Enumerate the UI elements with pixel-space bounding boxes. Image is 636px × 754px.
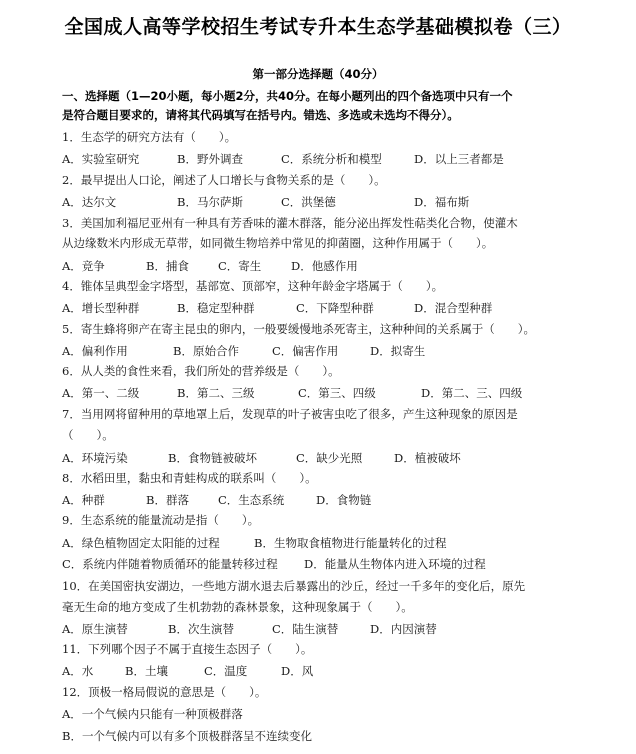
question-1-option-a: A．实验室研究 bbox=[62, 152, 140, 166]
question-3-option-a: A．竞争 bbox=[62, 259, 105, 273]
question-7-option-c: C．缺少光照 bbox=[296, 451, 363, 465]
question-2-option-c: C．洪堡德 bbox=[281, 195, 336, 209]
question-1-option-d: D．以上三者都是 bbox=[414, 152, 504, 166]
question-7-option-a: A．环境污染 bbox=[62, 451, 128, 465]
question-5-option-a: A．偏利作用 bbox=[62, 344, 128, 358]
question-10-option-d: D．内因演替 bbox=[370, 622, 437, 636]
question-12-option-b: B．一个气候内可以有多个顶极群落呈不连续变化 bbox=[62, 729, 312, 743]
question-10-stem-line-2: 毫无生命的地方变成了生机勃勃的森林景象，这种现象属于（ ）。 bbox=[62, 600, 413, 614]
question-11-option-c: C．温度 bbox=[204, 664, 248, 678]
question-12-option-a: A．一个气候内只能有一种顶极群落 bbox=[62, 707, 243, 721]
question-7-option-b: B．食物链被破坏 bbox=[168, 451, 257, 465]
question-8-option-c: C．生态系统 bbox=[218, 493, 285, 507]
question-10-option-c: C．陆生演替 bbox=[272, 622, 339, 636]
question-7-stem-line-2: （ ）。 bbox=[62, 428, 114, 442]
question-3-option-b: B．捕食 bbox=[146, 259, 189, 273]
question-9-option-a: A．绿色植物固定太阳能的过程 bbox=[62, 536, 220, 550]
question-5-stem: 5．寄生蜂将卵产在寄主昆虫的卵内，一般要缓慢地杀死寄主，这种种间的关系属于（ ）。 bbox=[62, 322, 536, 336]
question-1-stem: 1．生态学的研究方法有（ ）。 bbox=[62, 130, 237, 144]
question-11-option-a: A．水 bbox=[62, 664, 94, 678]
question-6-stem: 6．从人类的食性来看，我们所处的营养级是（ ）。 bbox=[62, 364, 340, 378]
instructions-line-2: 是符合题目要求的，请将其代码填写在括号内。错选、多选或未选均不得分）。 bbox=[62, 108, 459, 122]
question-1-option-c: C．系统分析和模型 bbox=[281, 152, 382, 166]
question-11-option-b: B．土壤 bbox=[125, 664, 168, 678]
instructions-line-1: 一、选择题（1—20小题，每小题2分，共40分。在每小题列出的四个备选项中只有一个 bbox=[62, 89, 513, 103]
question-3-option-c: C．寄生 bbox=[218, 259, 262, 273]
question-4-option-b: B．稳定型种群 bbox=[177, 301, 255, 315]
question-2-option-b: B．马尔萨斯 bbox=[177, 195, 243, 209]
question-6-option-d: D．第二、三、四级 bbox=[421, 386, 523, 400]
question-6-option-a: A．第一、二级 bbox=[62, 386, 140, 400]
question-6-option-c: C．第三、四级 bbox=[298, 386, 376, 400]
question-3-stem-line-2: 从边缘数米内形成无草带，如同微生物培养中常见的抑菌圈，这种作用属于（ ）。 bbox=[62, 236, 494, 250]
question-4-option-c: C．下降型种群 bbox=[296, 301, 374, 315]
question-8-stem: 8．水稻田里，黏虫和青蛙构成的联系叫（ ）。 bbox=[62, 471, 317, 485]
question-1-option-b: B．野外调查 bbox=[177, 152, 243, 166]
question-4-option-d: D．混合型种群 bbox=[414, 301, 493, 315]
question-3-stem-line-1: 3．美国加利福尼亚州有一种具有芳香味的灌木群落，能分泌出挥发性萜类化合物，使灌木 bbox=[62, 216, 518, 230]
question-9-stem: 9．生态系统的能量流动是指（ ）。 bbox=[62, 513, 260, 527]
exam-title: 全国成人高等学校招生考试专升本生态学基础模拟卷（三） bbox=[64, 16, 572, 38]
question-3-option-d: D．他感作用 bbox=[291, 259, 358, 273]
question-5-option-b: B．原始合作 bbox=[173, 344, 239, 358]
question-10-option-a: A．原生演替 bbox=[62, 622, 128, 636]
question-10-option-b: B．次生演替 bbox=[168, 622, 234, 636]
question-8-option-d: D．食物链 bbox=[316, 493, 372, 507]
question-12-stem: 12．顶极一格局假说的意思是（ ）。 bbox=[62, 685, 267, 699]
question-11-option-d: D．风 bbox=[281, 664, 314, 678]
question-8-option-b: B．群落 bbox=[146, 493, 189, 507]
question-9-option-c: C．系统内伴随着物质循环的能量转移过程 bbox=[62, 557, 278, 571]
question-7-option-d: D．植被破坏 bbox=[394, 451, 461, 465]
question-2-option-a: A．达尔文 bbox=[62, 195, 117, 209]
question-10-stem-line-1: 10．在美国密执安湖边，一些地方湖水退去后暴露出的沙丘，经过一千多年的变化后，原先 bbox=[62, 579, 526, 593]
question-9-option-d: D．能量从生物体内进入环境的过程 bbox=[304, 557, 486, 571]
question-4-option-a: A．增长型种群 bbox=[62, 301, 140, 315]
question-7-stem-line-1: 7．当用网将留种用的草地罩上后，发现草的叶子被害虫吃了很多，产生这种现象的原因是 bbox=[62, 407, 518, 421]
section-heading: 第一部分选择题（40分） bbox=[252, 67, 384, 81]
question-5-option-d: D．拟寄生 bbox=[370, 344, 426, 358]
question-8-option-a: A．种群 bbox=[62, 493, 105, 507]
question-6-option-b: B．第二、三级 bbox=[177, 386, 255, 400]
question-11-stem: 11．下列哪个因子不属于直接生态因子（ ）。 bbox=[62, 642, 313, 656]
question-9-option-b: B．生物取食植物进行能量转化的过程 bbox=[254, 536, 447, 550]
question-2-stem: 2．最早提出人口论，阐述了人口增长与食物关系的是（ ）。 bbox=[62, 173, 386, 187]
question-5-option-c: C．偏害作用 bbox=[272, 344, 339, 358]
question-2-option-d: D．福布斯 bbox=[414, 195, 470, 209]
question-4-stem: 4．锥体呈典型金字塔型，基部宽、顶部窄，这种年龄金字塔属于（ ）。 bbox=[62, 279, 444, 293]
